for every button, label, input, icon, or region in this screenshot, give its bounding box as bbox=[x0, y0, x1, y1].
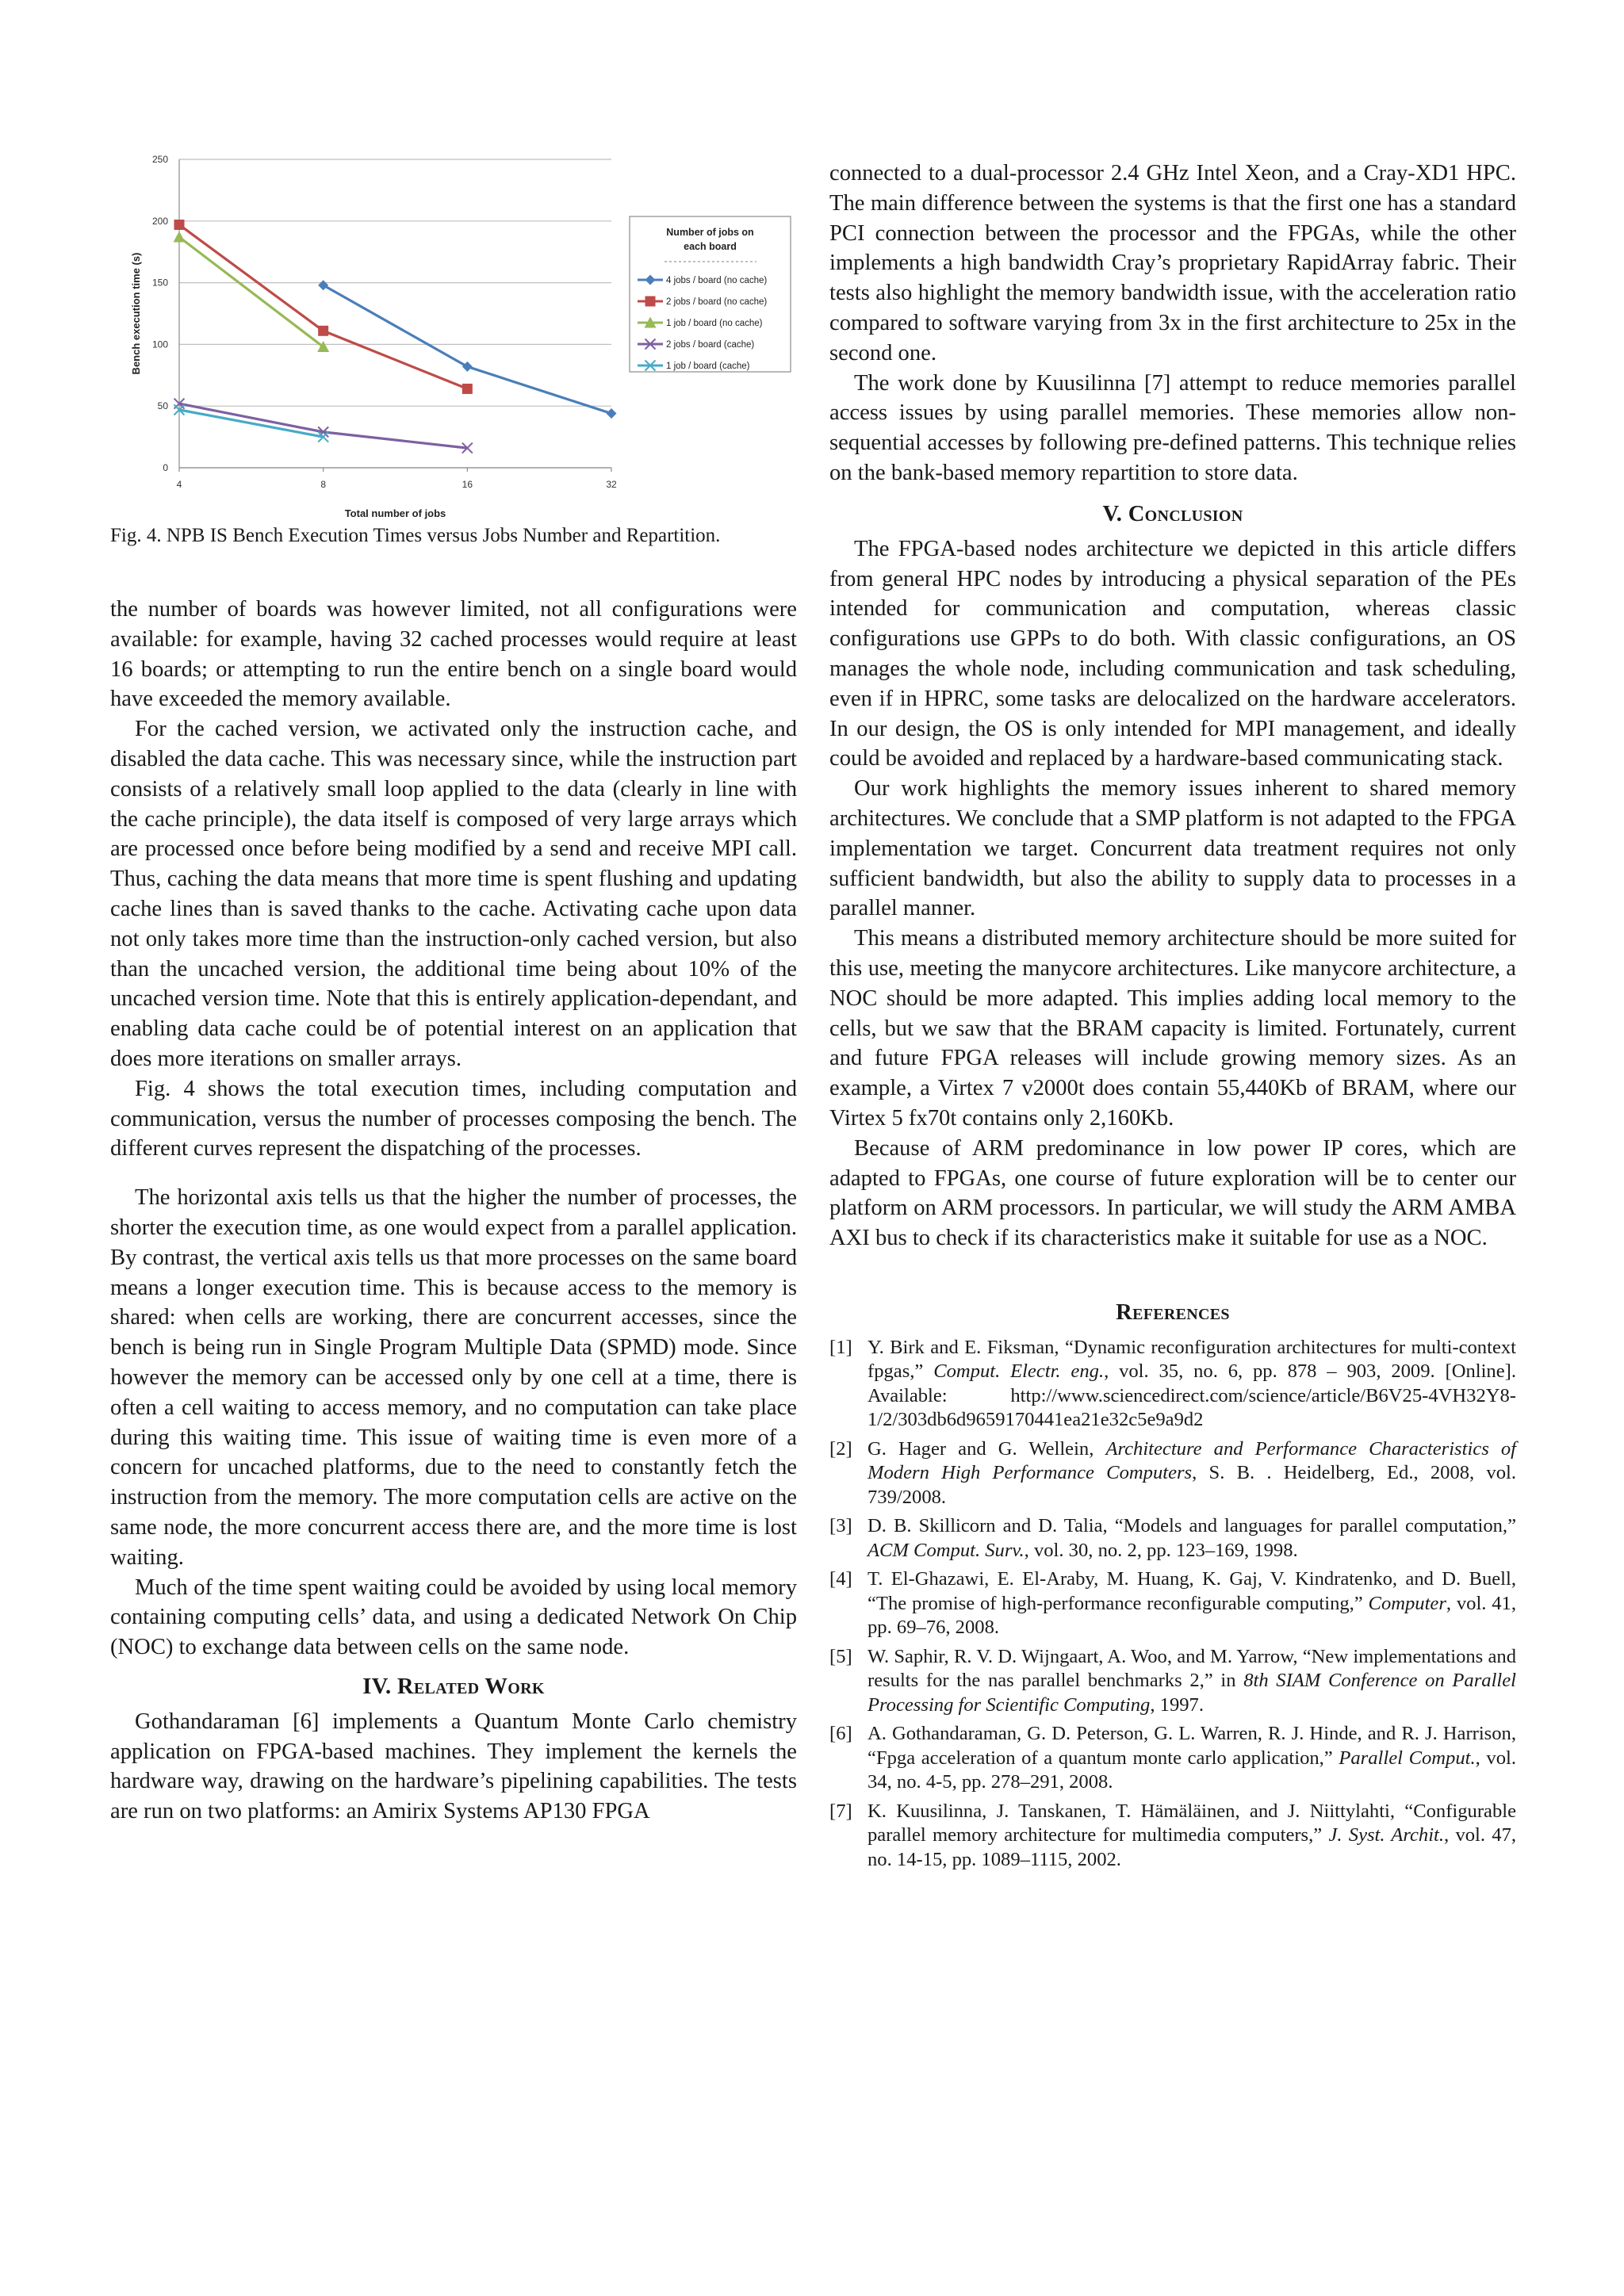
y-tick-label: 100 bbox=[151, 339, 168, 350]
legend-label: 4 jobs / board (no cache) bbox=[666, 276, 768, 285]
reference-list bbox=[829, 1336, 1516, 1873]
reference-number: [1] bbox=[829, 1336, 852, 1358]
paragraph: Our work highlights the memory issues inherent to shared memory architectures. We conclude that a SMP platform is not adapted to the FPGA implementation we target. Concurrent data treatment requires not only sufficient bandwidth, but also the ability to supply data to processes in a parallel manner. bbox=[829, 776, 1516, 921]
reference-number: [7] bbox=[829, 1800, 852, 1822]
data-point bbox=[174, 220, 185, 230]
legend-title: each board bbox=[684, 241, 737, 252]
reference-segment: , vol. 34, no. 4-5, pp. 278–291, 2008. bbox=[868, 1747, 1516, 1793]
data-point bbox=[318, 326, 328, 336]
reference-segment: , vol. 47, no. 14-15, pp. 1089–1115, 2002. bbox=[868, 1824, 1517, 1870]
paragraph: For the cached version, we activated only the instruction cache, and disabled the data cache. This was necessary since, while the instruction part consists of a relatively small loop applied to the data (clearly in line with the cache principle), the data itself is composed of very large arrays which are processed once before being modified by a send and receive MPI call. Thus, caching the data means that more time is spent flushing and updating cache lines than is saved thanks to the cache. Activating cache upon data not only takes more time than the instruction-only cached version, but also than the uncached version, the additional time being about 10% of the uncached version time. Note that this is entirely application-dependant, and enabling data cache could be of potential interest on an application that does more iterations on smaller arrays. bbox=[110, 717, 797, 1071]
reference-text bbox=[868, 1336, 1516, 1433]
x-axis-label: Total number of jobs bbox=[344, 507, 446, 519]
reference-text bbox=[868, 1722, 1516, 1795]
reference-venue: J. Syst. Archit. bbox=[1328, 1824, 1445, 1846]
paragraph: The work done by Kuusilinna [7] attempt to reduce memories parallel access issues by using parallel memories. These memories allow non-sequential accesses by following pre-defined patterns. This technique relies on the bank-based memory repartition to store data. bbox=[829, 370, 1516, 485]
section-title: Conclusion bbox=[1128, 501, 1243, 526]
reference-segment: Y. Birk and E. Fiksman, “Dynamic reconfiguration architectures for multi-context fpgas,” bbox=[868, 1336, 1516, 1383]
data-point bbox=[462, 384, 473, 394]
reference-segment: D. B. Skillicorn and D. Talia, “Models and languages for parallel computation,” bbox=[868, 1515, 1516, 1537]
execution-time-chart bbox=[110, 143, 797, 523]
section-number: IV. bbox=[362, 1674, 397, 1699]
reference-venue: ACM Comput. Surv. bbox=[868, 1539, 1025, 1561]
reference-segment: W. Saphir, R. V. D. Wijngaart, A. Woo, and M. Yarrow, “New implementations and results for the nas parallel benchmarks 2,” in bbox=[868, 1645, 1516, 1692]
left-body-text bbox=[110, 595, 797, 1827]
paragraph: the number of boards was however limited, not all configurations were available: for example, having 32 cached processes would require at least 16 boards; or attempting to run the entire bench on a single board would have exceeded the memory available. bbox=[110, 597, 797, 712]
data-point bbox=[607, 408, 617, 419]
section-heading-related-work bbox=[110, 1672, 797, 1702]
legend-title: Number of jobs on bbox=[666, 227, 754, 238]
reference-number: [4] bbox=[829, 1568, 852, 1590]
section-number: V. bbox=[1102, 501, 1128, 526]
figure-4 bbox=[110, 143, 797, 523]
figure-caption: Fig. 4. NPB IS Bench Execution Times versus Jobs Number and Repartition. bbox=[110, 525, 721, 546]
paragraph: The FPGA-based nodes architecture we depicted in this article differs from general HPC nodes by introducing a physical separation of the PEs intended for communication and computation, whereas classic configurations use GPPs to do both. With classic configurations, an OS manages the whole node, including communication and task scheduling, even if in HPRC, some tasks are delocalized on the hardware accelerators. In our design, the OS is only intended for MPI management, and ideally could be avoided and replaced by a hardware-based communicating stack. bbox=[829, 536, 1516, 771]
left-column bbox=[110, 143, 797, 1827]
reference-segment: , vol. 35, no. 6, pp. 878 – 903, 2009. [Online]. Available: http://www.sciencedirect.com/science/article/B6V25-4VH32Y8-1/2/303db6d9659170441ea21e32c5e9a9d2 bbox=[868, 1360, 1516, 1431]
reference-item bbox=[829, 1722, 1516, 1795]
reference-item bbox=[829, 1645, 1516, 1718]
right-column bbox=[829, 159, 1516, 1877]
reference-text bbox=[868, 1514, 1516, 1563]
reference-venue: Comput. Electr. eng. bbox=[933, 1360, 1105, 1383]
y-tick-label: 50 bbox=[157, 400, 168, 412]
reference-segment: K. Kuusilinna, J. Tanskanen, T. Hämäläinen, and J. Niittylahti, “Configurable parallel memory architecture for multimedia computers,” bbox=[868, 1800, 1516, 1846]
paragraph: connected to a dual-processor 2.4 GHz Intel Xeon, and a Cray-XD1 HPC. The main difference between the systems is that the first one has a standard PCI connection between the processor and the FPGAs, while the other implements a high bandwidth Cray’s proprietary RapidArray fabric. Their tests also highlight the memory bandwidth issue, with the acceleration ratio compared to software varying from 3x in the first architecture to 25x in the second one. bbox=[829, 161, 1516, 365]
legend-label: 1 job / board (cache) bbox=[666, 362, 750, 371]
data-point bbox=[318, 280, 328, 290]
reference-item bbox=[829, 1514, 1516, 1563]
data-point bbox=[174, 232, 186, 243]
legend-label: 2 jobs / board (cache) bbox=[666, 340, 755, 350]
reference-venue: Computer bbox=[1368, 1592, 1446, 1614]
legend-label: 2 jobs / board (no cache) bbox=[666, 297, 768, 307]
paragraph: Fig. 4 shows the total execution times, including computation and communication, versus the number of processes composing the bench. The different curves represent the dispatching of the processes. bbox=[110, 1076, 797, 1161]
paragraph: Much of the time spent waiting could be avoided by using local memory containing computing cells’ data, and using a dedicated Network On Chip (NOC) to exchange data between cells on the same node. bbox=[110, 1575, 797, 1660]
paragraph: Gothandaraman [6] implements a Quantum Monte Carlo chemistry application on FPGA-based machines. They implement the kernels the hardware way, drawing on the hardware’s pipelining capabilities. The tests are run on two platforms: an Amirix Systems AP130 FPGA bbox=[110, 1709, 797, 1824]
x-tick-label: 4 bbox=[176, 479, 182, 490]
paragraph: This means a distributed memory architecture should be more suited for this use, meeting the manycore architectures. Like manycore architecture, a NOC should be more adapted. This implies adding local memory to the cells, but we saw that the BRAM capacity is limited. Fortunately, current and future FPGA releases will include growing memory sizes. As an example, a Virtex 7 v2000t does contain 55,440Kb of BRAM, where our Virtex 5 fx70t contains only 2,160Kb. bbox=[829, 926, 1516, 1131]
x-tick-label: 32 bbox=[606, 479, 617, 490]
y-tick-label: 200 bbox=[151, 215, 168, 227]
reference-segment: , vol. 41, pp. 69–76, 2008. bbox=[868, 1592, 1517, 1639]
y-axis-label: Bench execution time (s) bbox=[130, 252, 142, 375]
series-line bbox=[179, 404, 467, 448]
reference-venue: 8th SIAM Conference on Parallel Processing for Scientific Computing bbox=[868, 1670, 1516, 1716]
legend-label: 1 job / board (no cache) bbox=[666, 319, 763, 328]
paragraph: The horizontal axis tells us that the higher the number of processes, the shorter the execution time, as one would expect from a parallel application. By contrast, the vertical axis tells us that more processes on the same board means a longer execution time. This is because access to the memory is shared: when cells are working, there are concurrent accesses, since the bench is being run in Single Program Multiple Data (SPMD) mode. Since however the memory can be accessed only by one cell at a time, there is often a cell waiting to access memory, and no computation can take place during this waiting time. This issue of waiting time is even more of a concern for uncached platforms, due to the need to constantly fetch the instruction from the memory. The more computation cells are active on the same node, the more concurrent access there are, and the more time is lost waiting. bbox=[110, 1185, 797, 1570]
reference-text bbox=[868, 1800, 1516, 1873]
reference-text bbox=[868, 1645, 1516, 1718]
series-line bbox=[179, 410, 324, 437]
reference-segment: A. Gothandaraman, G. D. Peterson, G. L. Warren, R. J. Hinde, and R. J. Harrison, “Fpga acceleration of a quantum monte carlo application,” bbox=[868, 1723, 1516, 1769]
data-point bbox=[462, 362, 473, 372]
reference-segment: , vol. 30, no. 2, pp. 123–169, 1998. bbox=[1024, 1539, 1298, 1561]
reference-number: [2] bbox=[829, 1437, 852, 1460]
x-tick-label: 8 bbox=[320, 479, 327, 490]
reference-segment: , S. B. . Heidelberg, Ed., 2008, vol. 739/2008. bbox=[868, 1462, 1517, 1508]
reference-segment: G. Hager and G. Wellein, bbox=[868, 1437, 1106, 1460]
reference-number: [5] bbox=[829, 1645, 852, 1667]
reference-item bbox=[829, 1336, 1516, 1433]
reference-segment: , 1997. bbox=[1150, 1693, 1204, 1716]
legend-marker bbox=[645, 297, 656, 307]
reference-item bbox=[829, 1800, 1516, 1873]
section-heading-conclusion bbox=[829, 499, 1516, 530]
reference-venue: Parallel Comput. bbox=[1339, 1747, 1476, 1769]
reference-number: [6] bbox=[829, 1723, 852, 1745]
reference-text bbox=[868, 1567, 1516, 1640]
y-tick-label: 250 bbox=[151, 154, 168, 165]
x-tick-label: 16 bbox=[462, 479, 473, 490]
y-tick-label: 150 bbox=[151, 277, 168, 289]
references-heading: References bbox=[1116, 1299, 1230, 1325]
series-line bbox=[179, 237, 324, 346]
paragraph: Because of ARM predominance in low power IP cores, which are adapted to FPGAs, one course of future exploration will be to center our platform on ARM processors. In particular, we will study the ARM AMBA AXI bus to check if its characteristics make it suitable for use as a NOC. bbox=[829, 1135, 1516, 1251]
reference-segment: T. El-Ghazawi, E. El-Araby, M. Huang, K. Gaj, V. Kindratenko, and D. Buell, “The promise of high-performance reconfigurable computing,” bbox=[868, 1568, 1516, 1614]
section-title: Related Work bbox=[396, 1674, 545, 1699]
reference-item bbox=[829, 1437, 1516, 1510]
series-line bbox=[179, 224, 467, 388]
y-tick-label: 0 bbox=[163, 462, 168, 473]
reference-number: [3] bbox=[829, 1515, 852, 1537]
reference-venue: Architecture and Performance Characteristics of Modern High Performance Computers bbox=[868, 1437, 1516, 1484]
reference-text bbox=[868, 1437, 1516, 1510]
reference-item bbox=[829, 1567, 1516, 1640]
